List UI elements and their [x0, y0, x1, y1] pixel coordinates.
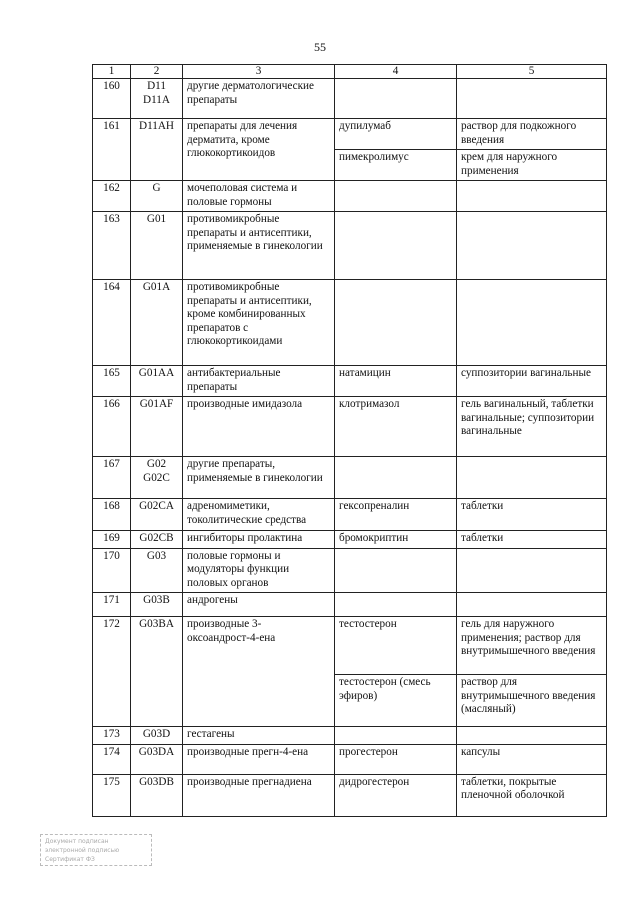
stamp-line: Сертификат ФЗ: [45, 856, 95, 863]
atc-code-line: G03B: [143, 594, 170, 606]
atc-code: [131, 744, 183, 774]
dosage-form: таблетки, покрытые пленочной оболочкой: [457, 774, 607, 816]
drug-name: [335, 593, 457, 617]
anatomical-therapeutic-group: производные прегн-4-ена: [183, 744, 335, 774]
anatomical-therapeutic-group: адреномиметики, токолитические средства: [183, 499, 335, 531]
atc-code-line: G03D: [142, 728, 171, 740]
atc-code-line: D11A: [143, 93, 170, 106]
anatomical-therapeutic-group: мочеполовая система и половые гормоны: [183, 181, 335, 212]
table-row: [93, 531, 607, 549]
row-number: 167: [93, 457, 131, 499]
anatomical-therapeutic-group: производные 3-оксоандрост-4-ена: [183, 617, 335, 727]
anatomical-therapeutic-group: андрогены: [183, 593, 335, 617]
column-header: 1: [93, 65, 131, 79]
atc-code-line: G01A: [142, 281, 171, 293]
table-row: [93, 212, 607, 280]
atc-code: [131, 280, 183, 366]
atc-code-line: D11AH: [138, 120, 174, 132]
drug-name: дидрогестерон: [335, 774, 457, 816]
row-number: 170: [93, 548, 131, 593]
dosage-form: таблетки: [457, 531, 607, 549]
column-header: 5: [457, 65, 607, 79]
table-header-row: [93, 65, 607, 79]
anatomical-therapeutic-group: препараты для лечения дерматита, кроме глюкокортикоидов: [183, 119, 335, 181]
row-number: 169: [93, 531, 131, 549]
stamp-line: Документ подписан: [45, 838, 109, 845]
table-body: [93, 79, 607, 817]
row-number: 175: [93, 774, 131, 816]
drug-name: тестостерон: [335, 617, 457, 675]
dosage-form: гель вагинальный, таблетки вагинальные; суппозитории вагинальные: [457, 397, 607, 457]
table-row: [93, 617, 607, 675]
table-row: [93, 181, 607, 212]
atc-code: [131, 366, 183, 397]
atc-code: [131, 774, 183, 816]
atc-code: [131, 531, 183, 549]
row-number: 166: [93, 397, 131, 457]
atc-code: [131, 593, 183, 617]
anatomical-therapeutic-group: антибактериальные препараты: [183, 366, 335, 397]
atc-code: [131, 617, 183, 727]
table-row: [93, 457, 607, 499]
table-row: [93, 366, 607, 397]
atc-code-line: G03DB: [139, 775, 174, 788]
dosage-form: [457, 593, 607, 617]
dosage-form: таблетки: [457, 499, 607, 531]
dosage-form: [457, 181, 607, 212]
atc-code-line: G01AF: [139, 398, 174, 410]
table-row: [93, 593, 607, 617]
anatomical-therapeutic-group: ингибиторы пролактина: [183, 531, 335, 549]
table-row: [93, 119, 607, 150]
atc-code: [131, 181, 183, 212]
drug-table: [92, 64, 607, 817]
column-header: 4: [335, 65, 457, 79]
drug-name: [335, 79, 457, 119]
atc-code-line: G: [152, 182, 161, 194]
atc-code: [131, 79, 183, 119]
row-number: 172: [93, 617, 131, 727]
atc-code-line: G01AA: [138, 367, 175, 379]
atc-code: [131, 397, 183, 457]
table-row: [93, 397, 607, 457]
dosage-form: раствор для внутримышечного введения (масляный): [457, 675, 607, 727]
dosage-form: крем для наружного применения: [457, 150, 607, 181]
atc-code-line: G02: [146, 458, 167, 470]
drug-name: тестостерон (смесь эфиров): [335, 675, 457, 727]
anatomical-therapeutic-group: производные имидазола: [183, 397, 335, 457]
drug-name: натамицин: [335, 366, 457, 397]
dosage-form: суппозитории вагинальные: [457, 366, 607, 397]
atc-code: [131, 119, 183, 181]
anatomical-therapeutic-group: производные прегнадиена: [183, 774, 335, 816]
table-row: [93, 79, 607, 119]
drug-name: [335, 212, 457, 280]
atc-code: [131, 727, 183, 745]
row-number: 160: [93, 79, 131, 119]
atc-code: [131, 499, 183, 531]
anatomical-therapeutic-group: гестагены: [183, 727, 335, 745]
drug-name: прогестерон: [335, 744, 457, 774]
row-number: 161: [93, 119, 131, 181]
drug-name: [335, 457, 457, 499]
drug-name: бромокриптин: [335, 531, 457, 549]
atc-code: [131, 548, 183, 593]
drug-name: дупилумаб: [335, 119, 457, 150]
drug-name: [335, 548, 457, 593]
table-row: [93, 727, 607, 745]
drug-name: [335, 727, 457, 745]
drug-name: гексопреналин: [335, 499, 457, 531]
dosage-form: [457, 212, 607, 280]
anatomical-therapeutic-group: противомикробные препараты и антисептики, применяемые в гинекологии: [183, 212, 335, 280]
dosage-form: раствор для подкожного введения: [457, 119, 607, 150]
dosage-form: гель для наружного применения; раствор для внутримышечного введения: [457, 617, 607, 675]
row-number: 171: [93, 593, 131, 617]
column-header: 2: [131, 65, 183, 79]
dosage-form: [457, 548, 607, 593]
drug-name: [335, 181, 457, 212]
anatomical-therapeutic-group: половые гормоны и модуляторы функции половых органов: [183, 548, 335, 593]
row-number: 164: [93, 280, 131, 366]
atc-code-line: G02CB: [139, 532, 174, 544]
atc-code-line: G03DA: [138, 745, 175, 758]
row-number: 168: [93, 499, 131, 531]
column-header: 3: [183, 65, 335, 79]
dosage-form: [457, 79, 607, 119]
anatomical-therapeutic-group: противомикробные препараты и антисептики, кроме комбинированных препаратов с глюкокортикоидами: [183, 280, 335, 366]
row-number: 173: [93, 727, 131, 745]
atc-code-line: G02C: [143, 471, 170, 484]
anatomical-therapeutic-group: другие дерматологические препараты: [183, 79, 335, 119]
atc-code: [131, 212, 183, 280]
dosage-form: [457, 457, 607, 499]
dosage-form: капсулы: [457, 744, 607, 774]
atc-code-line: G03BA: [139, 618, 174, 630]
drug-name: клотримазол: [335, 397, 457, 457]
atc-code-line: G02CA: [139, 500, 174, 512]
table-row: [93, 548, 607, 593]
row-number: 165: [93, 366, 131, 397]
atc-code-line: G01: [146, 213, 167, 225]
dosage-form: [457, 727, 607, 745]
page-number: 55: [314, 40, 326, 54]
row-number: 163: [93, 212, 131, 280]
anatomical-therapeutic-group: другие препараты, применяемые в гинекологии: [183, 457, 335, 499]
atc-code-line: G03: [146, 549, 167, 562]
row-number: 162: [93, 181, 131, 212]
electronic-signature-stamp: [40, 834, 152, 866]
atc-code: [131, 457, 183, 499]
table-row: [93, 280, 607, 366]
atc-code-line: D11: [147, 80, 166, 92]
drug-name: [335, 280, 457, 366]
drug-name: пимекролимус: [335, 150, 457, 181]
table-row: [93, 744, 607, 774]
table-row: [93, 774, 607, 816]
stamp-line: электронной подписью: [45, 847, 120, 854]
row-number: 174: [93, 744, 131, 774]
table-row: [93, 499, 607, 531]
dosage-form: [457, 280, 607, 366]
